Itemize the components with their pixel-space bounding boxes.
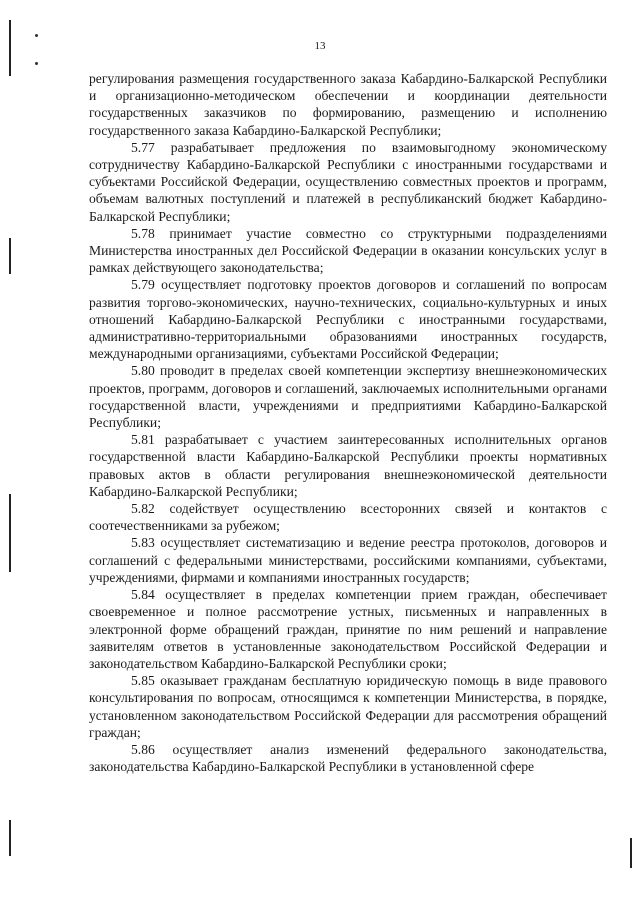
scan-dot	[35, 34, 38, 37]
paragraph: 5.78 принимает участие совместно со структурными подразделениями Министерства иностранных дел Российской Федерации в оказании консульских услуг в рамках действующего законодательства;	[89, 225, 607, 276]
paragraph: 5.84 осуществляет в пределах компетенции прием граждан, обеспечивает своевременное и полное рассмотрение устных, письменных и направленных в электронной форме обращений граждан, принятие по ним решений и направление заявителям ответов в установленные законодательством Российской Федерации и законодательством Кабардино-Балкарской Республики сроки;	[89, 587, 607, 671]
paragraph: 5.85 оказывает гражданам бесплатную юридическую помощь в виде правового консультирования по вопросам, относящимся к компетенции Министерства, в порядке, установленном законодательством Российской Федерации для рассмотрения обращений граждан;	[89, 673, 607, 740]
scan-edge-mark	[9, 238, 11, 274]
paragraph: 5.82 содействует осуществлению всесторонних связей и контактов с соотечественниками за рубежом;	[89, 501, 607, 534]
paragraph: 5.79 осуществляет подготовку проектов договоров и соглашений по вопросам развития торгово-экономических, научно-технических, социально-культурных и иных отношений Кабардино-Балкарской Республики с иностранными государствами, административно-территориальными образованиями иностранных государств, международными организациями, субъектами Российской Федерации;	[89, 277, 607, 362]
page-number: 13	[314, 40, 326, 52]
scan-edge-mark	[630, 838, 632, 868]
scan-edge-mark	[9, 820, 11, 856]
paragraph: 5.83 осуществляет систематизацию и ведение реестра протоколов, договоров и соглашений с федеральными министерствами, российскими компаниями, субъектами, учреждениями, фирмами и компаниями иностранных государств;	[89, 535, 607, 585]
scan-edge-mark	[9, 494, 11, 572]
paragraph: 5.81 разрабатывает с участием заинтересованных исполнительных органов государственной власти Кабардино-Балкарской Республики проекты нормативных правовых актов в области регулирования внешнеэкономической деятельности Кабардино-Балкарской Республики;	[89, 432, 607, 499]
paragraph: регулирования размещения государственного заказа Кабардино-Балкарской Республики и организационно-методическом обеспечении и координации деятельности государственных заказчиков по формированию, размещению и исполнению государственного заказа Кабардино-Балкарской Республики;	[89, 71, 607, 138]
paragraph: 5.86 осуществляет анализ изменений федерального законодательства, законодательства Кабардино-Балкарской Республики в установленной сфере	[89, 741, 607, 775]
body-text	[89, 70, 607, 775]
paragraph: 5.77 разрабатывает предложения по взаимовыгодному экономическому сотрудничеству Кабардино-Балкарской Республики с иностранными государствами и субъектами Российской Федерации, осуществлению совместных проектов и программ, объемам валютных поступлений и платежей в республиканский бюджет Кабардино-Балкарской Республики;	[89, 139, 607, 224]
paragraph: 5.80 проводит в пределах своей компетенции экспертизу внешнеэкономических проектов, программ, договоров и соглашений, заключаемых исполнительными органами государственной власти, учреждениями и предприятиями Кабардино-Балкарской Республики;	[89, 363, 607, 431]
scan-dot	[35, 62, 38, 65]
